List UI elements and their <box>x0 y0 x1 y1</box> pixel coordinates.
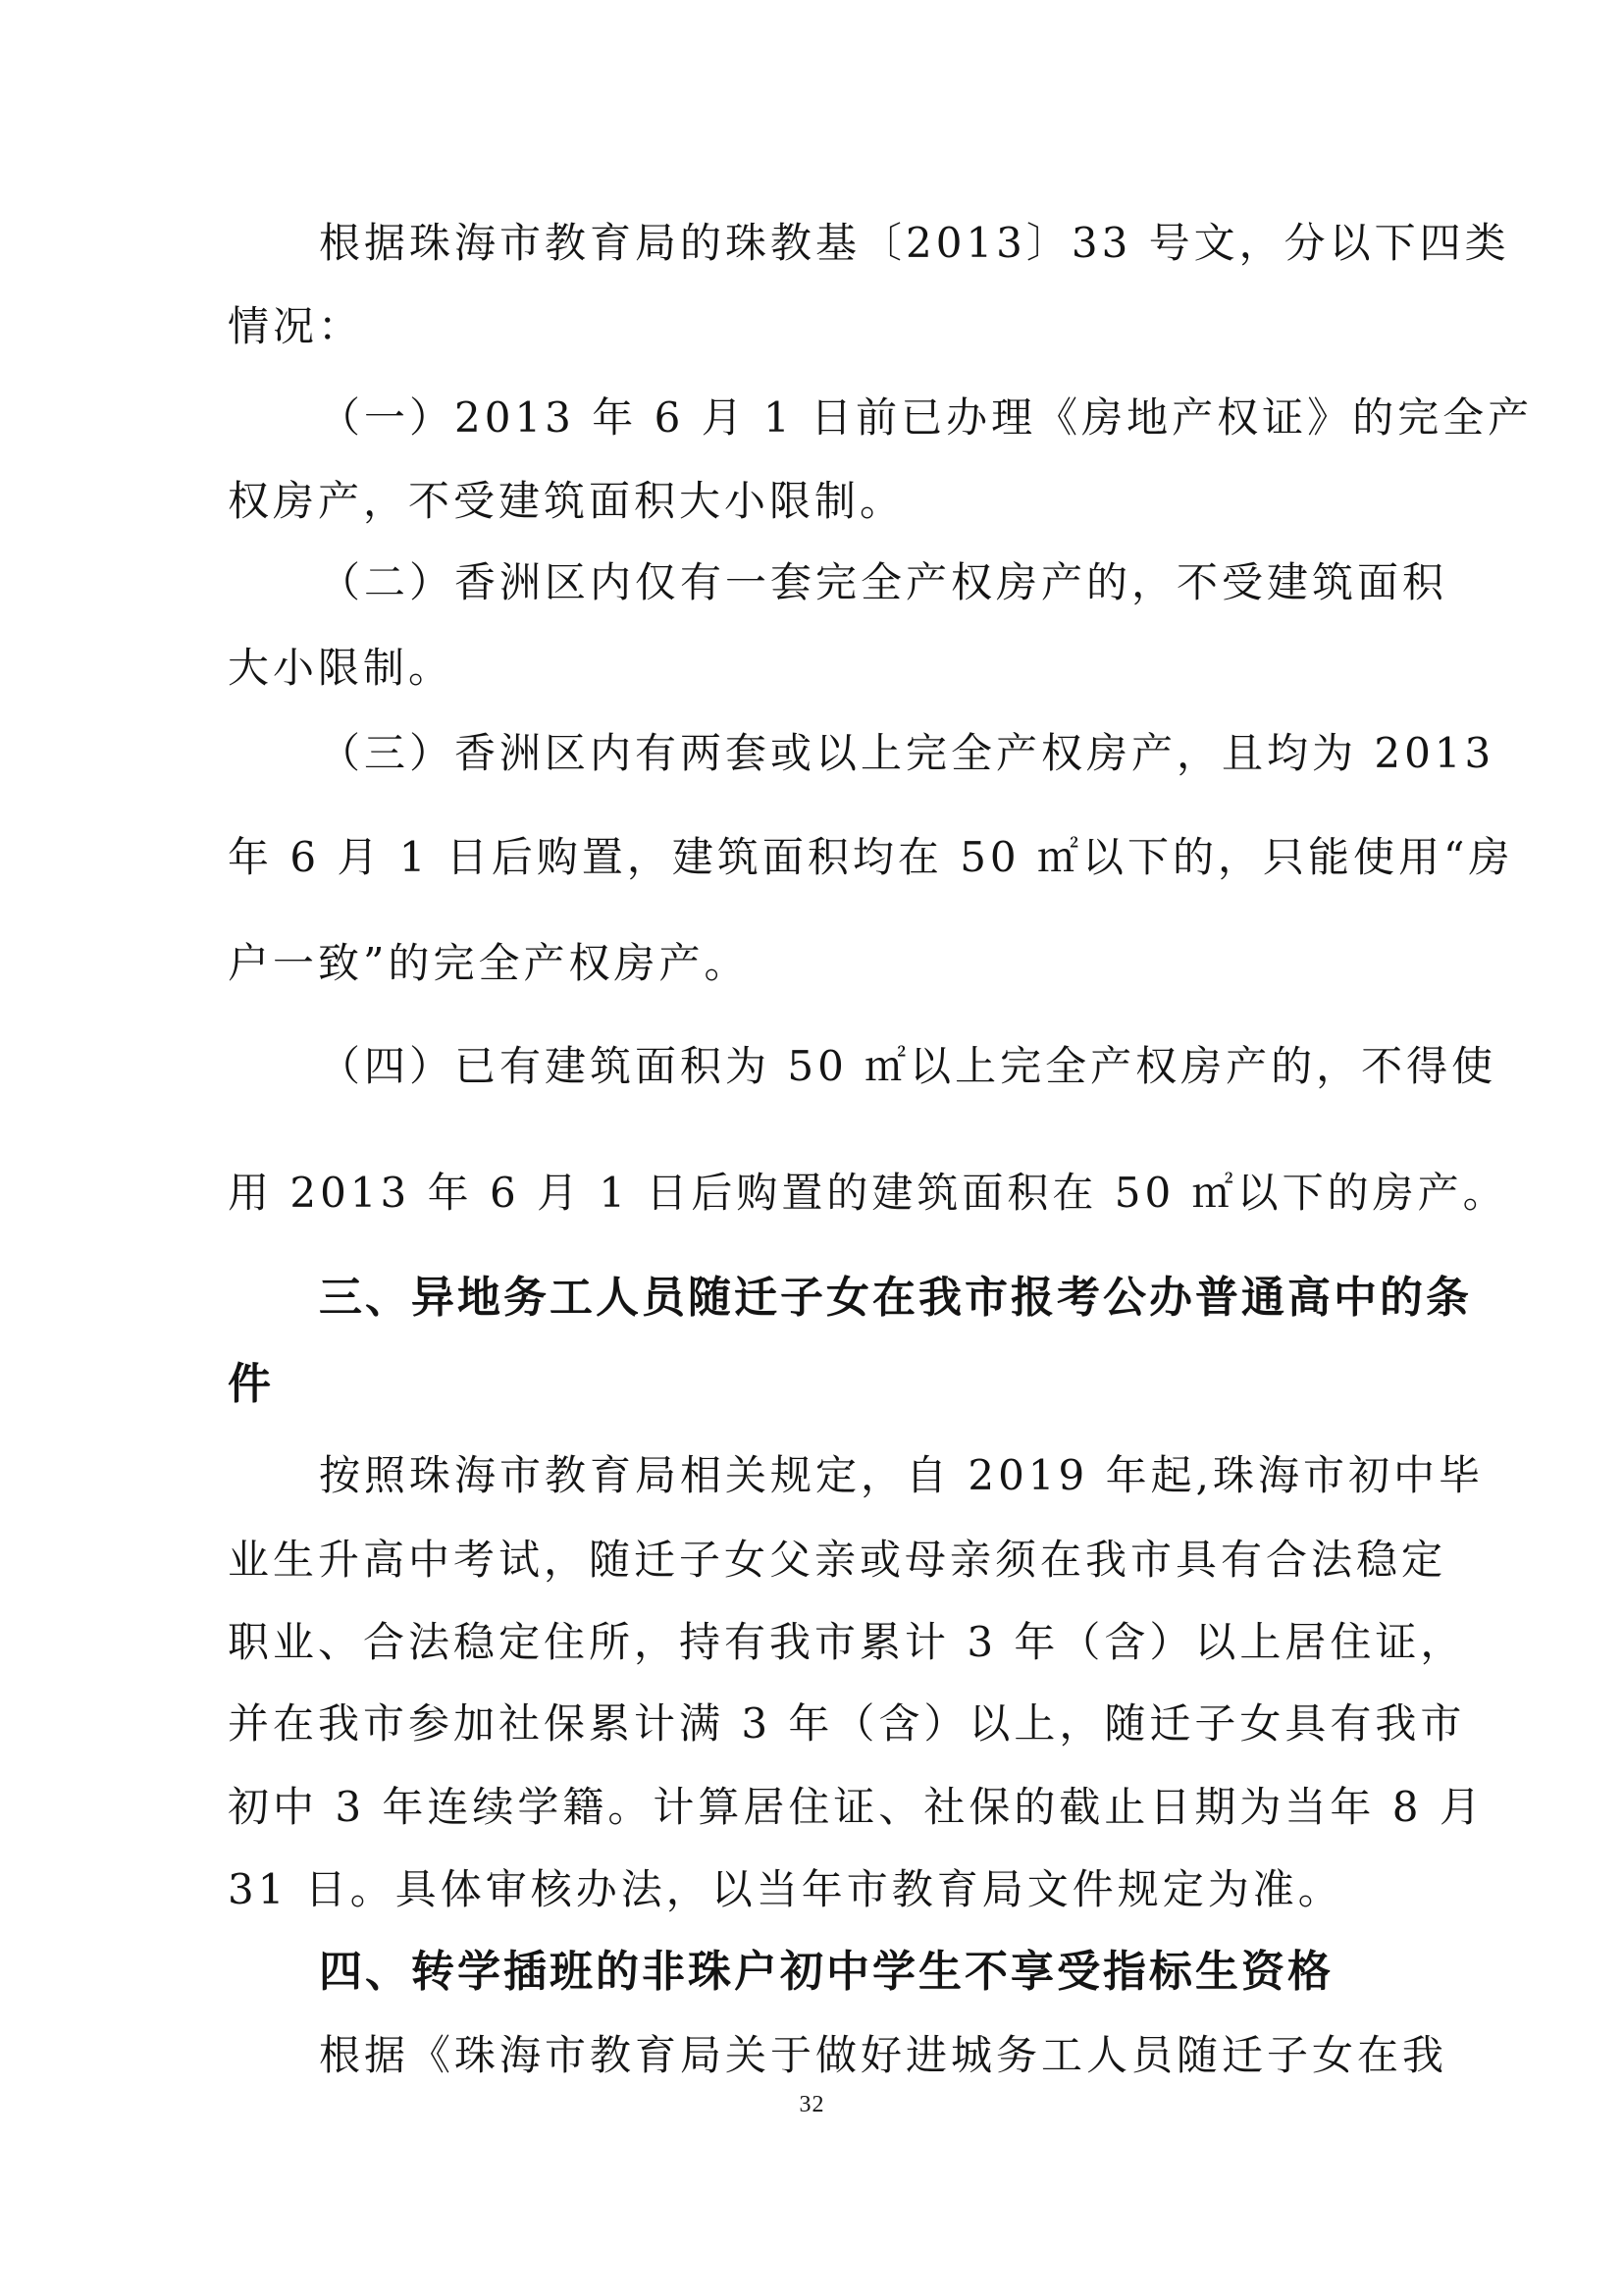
item-one-line-2: 权房产，不受建筑面积大小限制。 <box>228 477 906 525</box>
item-three-line-1: （三）香洲区内有两套或以上完全产权房产，且均为 2013 <box>319 729 1495 777</box>
section-4-body-line-1: 根据《珠海市教育局关于做好进城务工人员随迁子女在我 <box>319 2031 1448 2079</box>
section-3-heading-line-1: 三、异地务工人员随迁子女在我市报考公办普通高中的条 <box>319 1273 1472 1323</box>
section-3-body-line-3: 职业、合法稳定住所，持有我市累计 3 年（含）以上居住证， <box>228 1618 1466 1666</box>
section-3-body-line-6: 31 日。具体审核办法，以当年市教育局文件规定为准。 <box>228 1865 1343 1913</box>
section-3-body-line-5: 初中 3 年连续学籍。计算居住证、社保的截止日期为当年 8 月 <box>228 1783 1485 1831</box>
page-number: 32 <box>799 2092 825 2117</box>
section-4-heading: 四、转学插班的非珠户初中学生不享受指标生资格 <box>319 1947 1334 1997</box>
section-3-body-line-4: 并在我市参加社保累计满 3 年（含）以上，随迁子女具有我市 <box>228 1699 1466 1748</box>
item-one-line-1: （一）2013 年 6 月 1 日前已办理《房地产权证》的完全产 <box>319 393 1534 442</box>
item-two-line-1: （二）香洲区内仅有一套完全产权房产的，不受建筑面积 <box>319 558 1448 606</box>
item-two-line-2: 大小限制。 <box>228 644 454 692</box>
intro-line-1: 根据珠海市教育局的珠教基〔2013〕33 号文，分以下四类 <box>319 219 1510 267</box>
item-four-line-1: （四）已有建筑面积为 50 ㎡以上完全产权房产的，不得使 <box>319 1042 1497 1090</box>
item-three-line-3: 户一致”的完全产权房产。 <box>228 939 750 987</box>
item-three-line-2: 年 6 月 1 日后购置，建筑面积均在 50 ㎡以下的，只能使用“房 <box>228 833 1514 881</box>
item-four-line-2: 用 2013 年 6 月 1 日后购置的建筑面积在 50 ㎡以下的房产。 <box>228 1169 1508 1217</box>
section-3-heading-line-2: 件 <box>228 1359 274 1409</box>
section-3-body-line-2: 业生升高中考试，随迁子女父亲或母亲须在我市具有合法稳定 <box>228 1536 1447 1584</box>
intro-line-2: 情况： <box>228 302 364 350</box>
section-3-body-line-1: 按照珠海市教育局相关规定，自 2019 年起,珠海市初中毕 <box>319 1451 1484 1499</box>
